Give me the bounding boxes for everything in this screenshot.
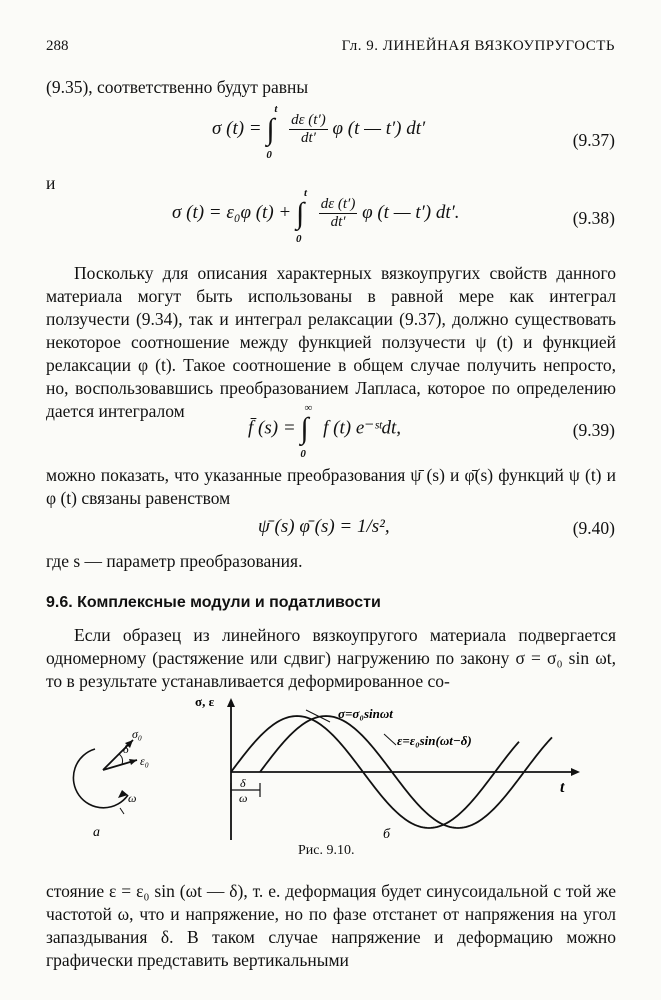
eq939-upper-limit: ∞ bbox=[304, 402, 313, 414]
paragraph-parameter: где s — параметр преобразования. bbox=[46, 551, 303, 571]
section-title: 9.6. Комплексные модули и податливости bbox=[46, 594, 381, 611]
eq937-numerator: dε (t′) bbox=[291, 112, 326, 128]
eq938-lhs: σ (t) = ε₀φ (t) + bbox=[172, 201, 292, 223]
eq937-lower-limit: 0 bbox=[266, 148, 272, 161]
eq939-integral bbox=[300, 402, 318, 460]
eq938-lower-limit: 0 bbox=[295, 232, 302, 245]
strain-leader-line bbox=[384, 734, 396, 745]
equation-9-40: ψ̄ (s) φ̄ (s) = 1/s², bbox=[258, 516, 390, 537]
equation-9-39 bbox=[248, 402, 402, 460]
subfigure-label-b: б bbox=[383, 827, 391, 842]
subfigure-label-a: а bbox=[93, 825, 100, 840]
phasor-delta-label: δ bbox=[123, 742, 129, 756]
axis-label-sigma-eps: σ, ε bbox=[195, 694, 215, 709]
eq937-lhs: σ (t) = bbox=[212, 117, 262, 139]
epsilon-vector-head bbox=[129, 759, 137, 765]
paragraph-strain-lag: стояние ε = ε₀ sin (ωt — δ), т. е. деформация будет синусоидальной с той же частотой ω, что и напряжение, но по фазе отстанет от напряжения на угол запаздывания δ. В таком случае напряжение и деформацию можно графически представить вертикальными bbox=[46, 881, 616, 970]
conjunction: и bbox=[46, 173, 56, 193]
eq940-number: (9.40) bbox=[572, 518, 615, 538]
integral-sign: ∫ bbox=[300, 412, 309, 445]
eq937-upper-limit: t bbox=[274, 102, 278, 115]
paragraph-laplace: Поскольку для описания характерных вязкоупругих свойств данного материала могут быть использованы в равной мере как интеграл ползучести (9.34), так и интеграл релаксации (9.37), должно существовать некоторое соотношение между функцией ползучести ψ (t) и функцией релаксации φ (t). Такое соотношение в общем случае получить непросто, но, воспользовавшись преобразованием Лапласа, которое по определению дается интегралом bbox=[46, 263, 616, 421]
phase-lag-numerator: δ bbox=[240, 776, 246, 790]
y-axis-arrowhead bbox=[227, 698, 235, 707]
paragraph-sinusoidal-loading: Если образец из линейного вязкоупругого материала подвергается одномерному (растяжение или сдвиг) нагружению по закону σ = σ₀ sin ωt, то в результате устанавливается деформированное со- bbox=[46, 625, 616, 691]
eq937-fraction bbox=[289, 112, 328, 147]
figure-caption: Рис. 9.10. bbox=[298, 843, 355, 858]
equation-9-38 bbox=[172, 186, 460, 245]
phasor-epsilon-label: ε₀ bbox=[140, 754, 149, 768]
eq937-number: (9.37) bbox=[572, 130, 615, 150]
strain-curve-label: ε=ε₀sin(ωt−δ) bbox=[397, 733, 472, 748]
eq938-upper-limit: t bbox=[303, 186, 308, 199]
eq939-rest: f (t) e⁻ˢᵗdt, bbox=[323, 417, 402, 439]
integral-sign: ∫ bbox=[295, 196, 305, 230]
integral-sign: ∫ bbox=[266, 112, 275, 146]
page-number: 288 bbox=[46, 38, 69, 54]
intro-line: (9.35), соответственно будут равны bbox=[46, 77, 309, 97]
eq938-fraction bbox=[319, 196, 358, 231]
t-axis-label: t bbox=[560, 779, 565, 796]
stress-curve-label: σ=σ₀sinωt bbox=[338, 706, 393, 721]
time-plot bbox=[195, 694, 580, 842]
eq938-integral bbox=[295, 186, 314, 245]
tick-mark bbox=[120, 808, 124, 814]
phasor-diagram bbox=[73, 727, 148, 840]
phase-lag-denominator: ω bbox=[239, 791, 248, 805]
t-axis-arrowhead bbox=[571, 768, 580, 776]
eq937-integral bbox=[266, 102, 284, 161]
eq939-number: (9.39) bbox=[572, 420, 615, 440]
eq939-lhs: f̄ (s) = bbox=[248, 417, 296, 439]
eq938-number: (9.38) bbox=[572, 208, 615, 228]
eq939-lower-limit: 0 bbox=[300, 448, 306, 460]
eq938-rest: φ (t — t′) dt′. bbox=[362, 201, 460, 223]
running-title: Гл. 9. ЛИНЕЙНАЯ ВЯЗКОУПРУГОСТЬ bbox=[341, 38, 615, 54]
eq938-denominator: dt′ bbox=[330, 214, 346, 230]
rotation-arc bbox=[73, 749, 128, 808]
eq937-rest: φ (t — t′) dt′ bbox=[332, 117, 426, 139]
equation-9-37 bbox=[212, 102, 426, 161]
eq937-denominator: dt′ bbox=[300, 130, 316, 146]
paragraph-transforms: можно показать, что указанные преобразования ψ̄ (s) и φ̄(s) функций ψ (t) и φ (t) связаны равенством bbox=[46, 465, 616, 508]
phasor-omega-label: ω bbox=[128, 791, 137, 805]
eq938-numerator: dε (t′) bbox=[320, 196, 356, 212]
phasor-sigma-label: σ₀ bbox=[132, 727, 143, 741]
